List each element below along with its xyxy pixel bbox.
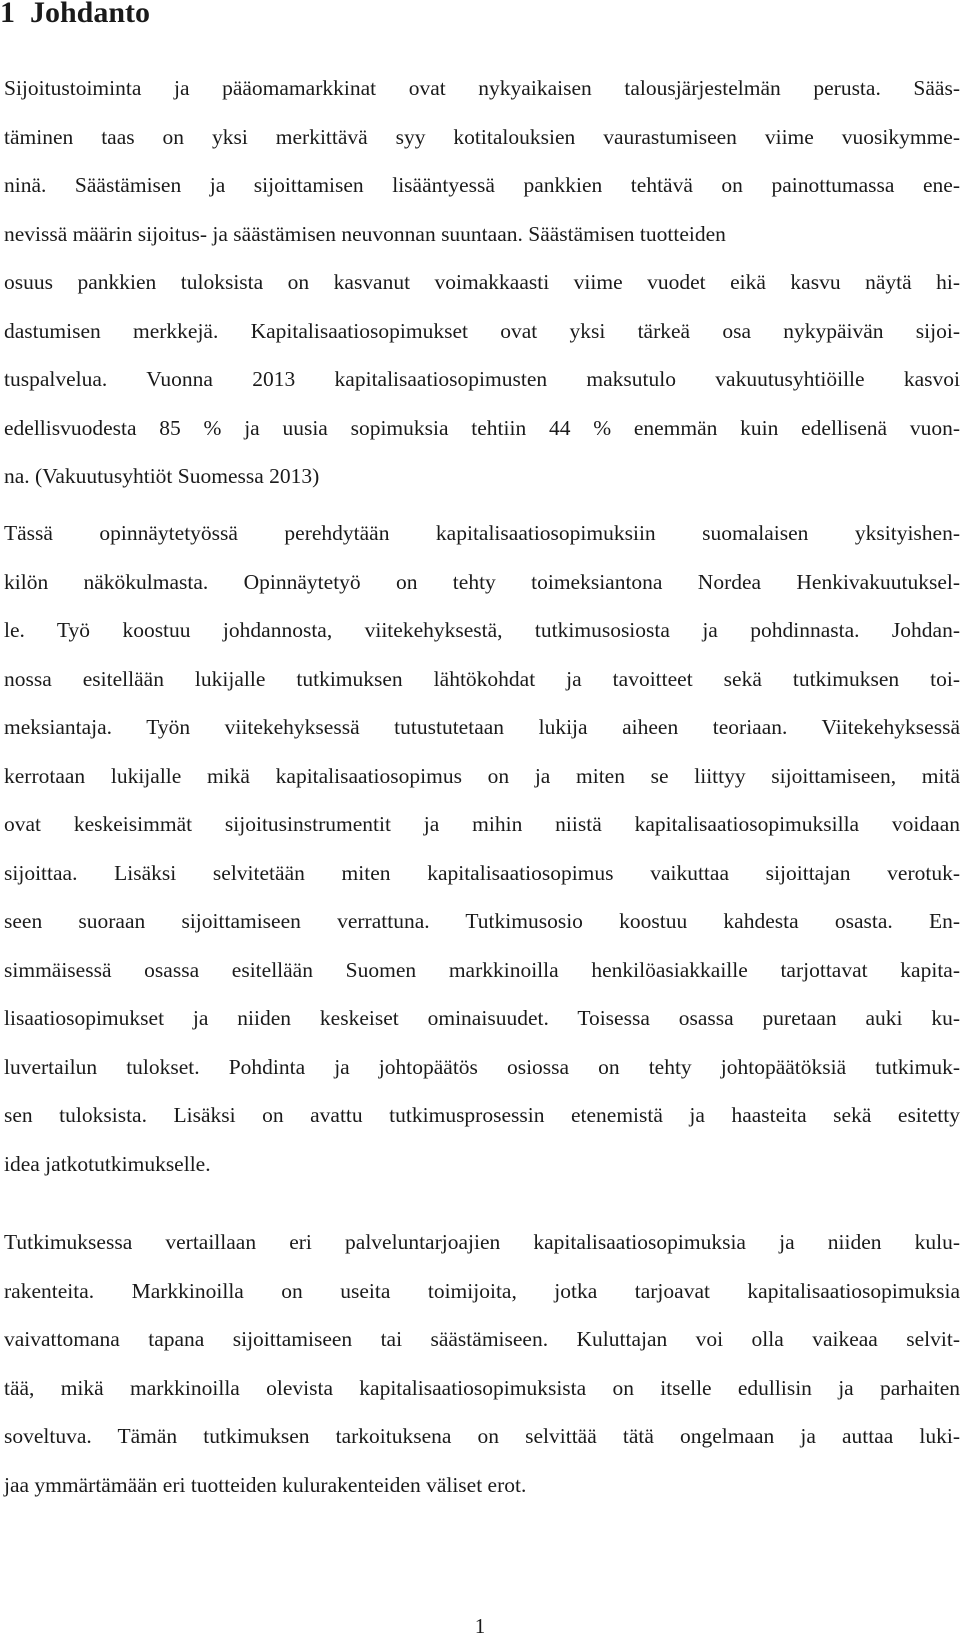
paragraph-line: nevissä määrin sijoitus- ja säästämisen neuvonnan suuntaan. Säästämisen tuotteiden [4,221,726,246]
paragraph-line: edellisvuodesta 85 % ja uusia sopimuksia tehtiin 44 % enemmän kuin edellisenä vuon- [4,415,960,440]
paragraph-line: Sijoitustoiminta ja pääomamarkkinat ovat nykyaikaisen talousjärjestelmän perusta. Sääs- [4,76,960,100]
paragraph-line: kilön näkökulmasta. Opinnäytetyö on tehty toimeksiantona Nordea Henkivakuutuksel- [4,569,960,594]
paragraph-line: tää, mikä markkinoilla olevista kapitalisaatiosopimuksista on itselle edullisin ja parhaiten [4,1375,960,1400]
section-title: Johdanto [30,0,151,29]
paragraph-line: le. Työ koostuu johdannosta, viitekehyksestä, tutkimusosiosta ja pohdinnasta. Johdan- [4,618,960,642]
section-number: 1 [0,0,15,29]
paragraph-line: vaivattomana tapana sijoittamiseen tai säästämiseen. Kuluttajan voi olla vaikeaa selvit- [4,1327,960,1351]
paragraph-line: na. (Vakuutusyhtiöt Suomessa 2013) [4,464,320,488]
paragraph-line: soveltuva. Tämän tutkimuksen tarkoituksena on selvittää tätä ongelmaan ja auttaa luki- [4,1424,960,1448]
paragraph-research-aim [4,1218,960,1509]
paragraph-line: täminen taas on yksi merkittävä syy kotitalouksien vaurastumiseen viime vuosikymme- [4,124,960,149]
paragraph-intro [4,64,960,501]
paragraph-line: simmäisessä osassa esitellään Suomen markkinoilla henkilöasiakkaille tarjottavat kapita- [4,957,960,982]
paragraph-line: idea jatkotutkimukselle. [4,1151,211,1176]
section-heading [0,0,150,28]
paragraph-line: osuus pankkien tuloksista on kasvanut voimakkaasti viime vuodet eikä kasvu näytä hi- [4,270,960,294]
paragraph-line: seen suoraan sijoittamiseen verrattuna. Tutkimusosio koostuu kahdesta osasta. En- [4,909,960,933]
paragraph-line: meksiantaja. Työn viitekehyksessä tutustutetaan lukija aiheen teoriaan. Viitekehyksessä [4,715,960,739]
paragraph-line: rakenteita. Markkinoilla on useita toimijoita, jotka tarjoavat kapitalisaatiosopimuksia [4,1278,960,1303]
paragraph-line: dastumisen merkkejä. Kapitalisaatiosopimukset ovat yksi tärkeä osa nykypäivän sijoi- [4,318,960,343]
paragraph-line: kerrotaan lukijalle mikä kapitalisaatiosopimus on ja miten se liittyy sijoittamiseen, mitä [4,763,960,788]
paragraph-line: Tässä opinnäytetyössä perehdytään kapitalisaatiosopimuksiin suomalaisen yksityishen- [4,521,960,545]
paragraph-line: luvertailun tulokset. Pohdinta ja johtopäätös osiossa on tehty johtopäätöksiä tutkimuk- [4,1054,960,1079]
page-number: 1 [474,1614,486,1638]
paragraph-thesis-structure [4,509,960,1188]
paragraph-line: nossa esitellään lukijalle tutkimuksen lähtökohdat ja tavoitteet sekä tutkimuksen toi- [4,666,960,691]
paragraph-line: sijoittaa. Lisäksi selvitetään miten kapitalisaatiosopimus vaikuttaa sijoittajan verotuk- [4,860,960,885]
paragraph-line: lisaatiosopimukset ja niiden keskeiset ominaisuudet. Toisessa osassa puretaan auki ku- [4,1006,960,1030]
paragraph-line: Tutkimuksessa vertaillaan eri palveluntarjoajien kapitalisaatiosopimuksia ja niiden kulu- [4,1230,960,1254]
paragraph-line: tuspalvelua. Vuonna 2013 kapitalisaatiosopimusten maksutulo vakuutusyhtiöille kasvoi [4,367,960,391]
paragraph-line: ovat keskeisimmät sijoitusinstrumentit ja mihin niistä kapitalisaatiosopimuksilla voidaan [4,812,960,836]
paragraph-line: jaa ymmärtämään eri tuotteiden kulurakenteiden väliset erot. [4,1472,527,1497]
paragraph-line: sen tuloksista. Lisäksi on avattu tutkimusprosessin etenemistä ja haasteita sekä esitetty [4,1103,960,1127]
paragraph-line: ninä. Säästämisen ja sijoittamisen lisääntyessä pankkien tehtävä on painottumassa ene- [4,173,960,197]
